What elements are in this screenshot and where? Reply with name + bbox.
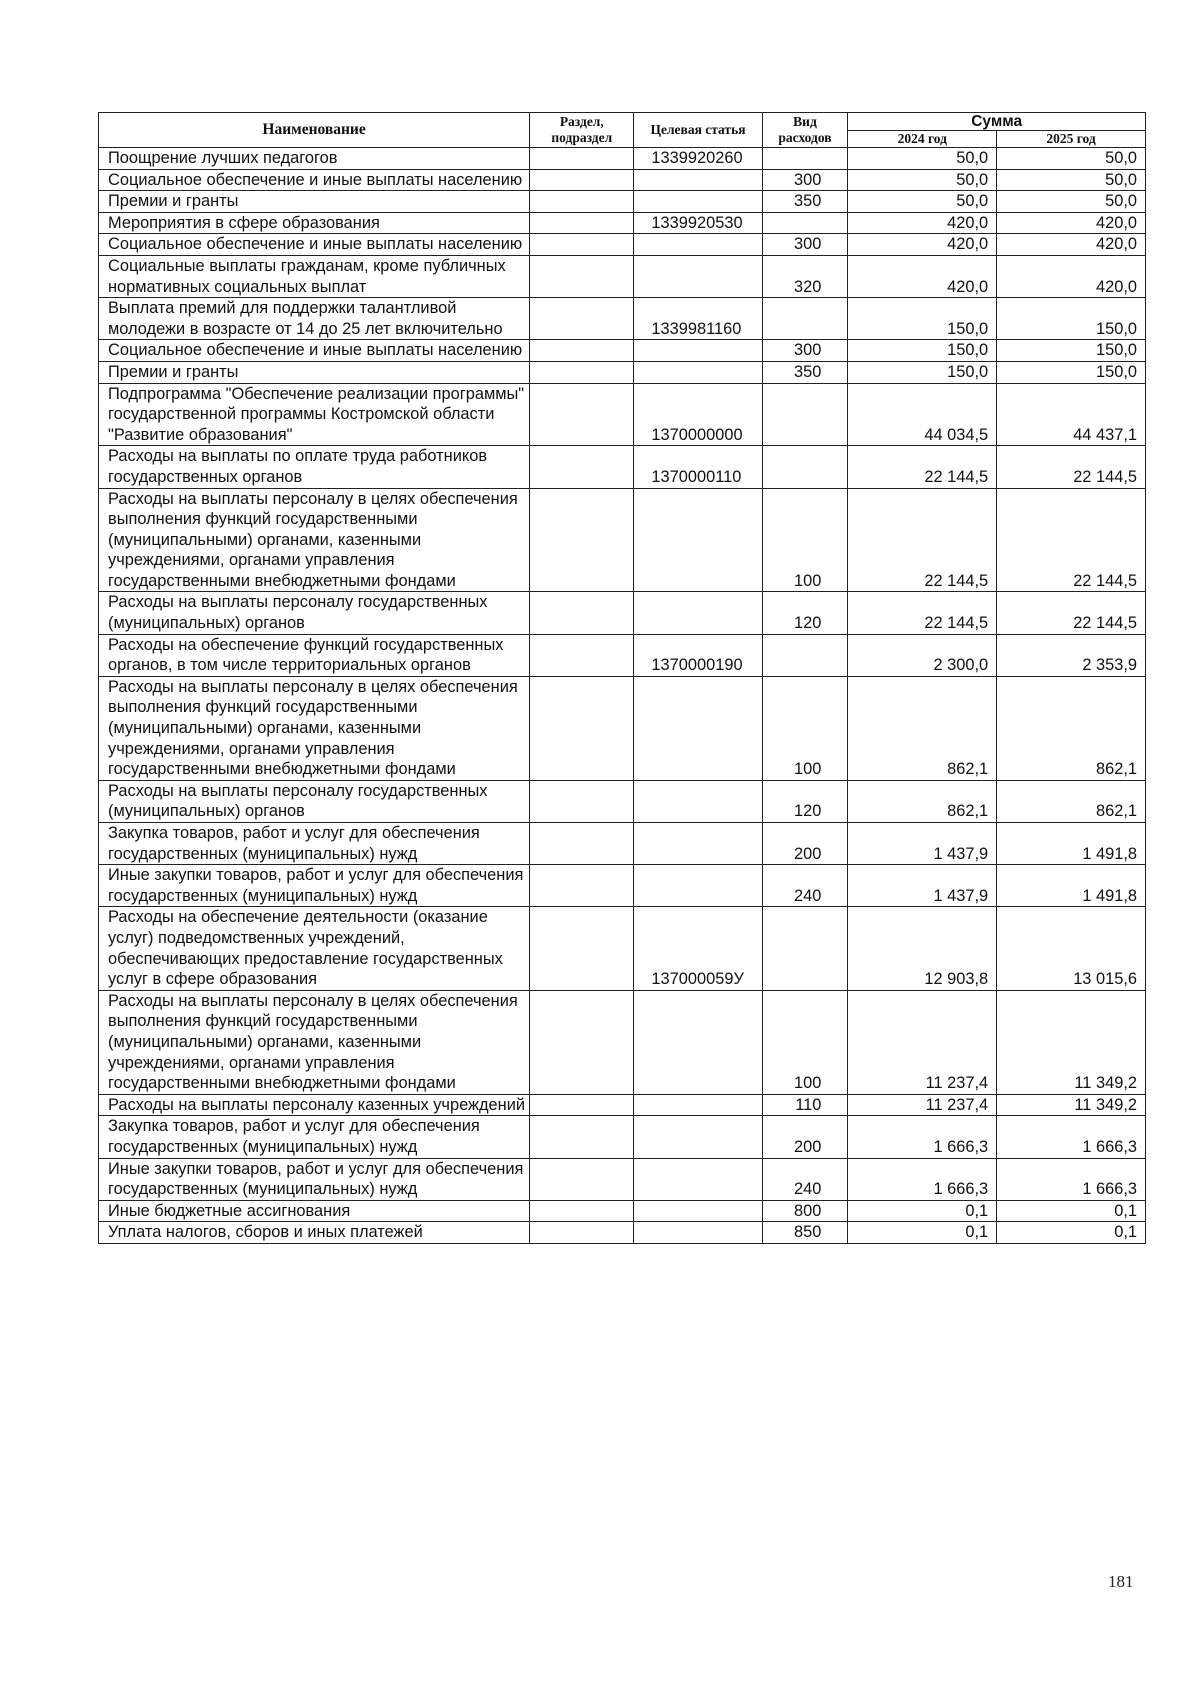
- cell-section: [530, 865, 634, 907]
- cell-name: Закупка товаров, работ и услуг для обеспечения государственных (муниципальных) нужд: [99, 823, 530, 865]
- cell-target: [634, 488, 762, 592]
- cell-name: Расходы на выплаты персоналу государственных (муниципальных) органов: [99, 592, 530, 634]
- table-row: [99, 823, 1146, 865]
- cell-sum-2025: 50,0: [997, 169, 1146, 191]
- cell-target: [634, 990, 762, 1094]
- table-row: [99, 907, 1146, 990]
- cell-expense-type: 300: [762, 169, 848, 191]
- table-row: [99, 383, 1146, 446]
- cell-expense-type: 320: [762, 255, 848, 297]
- budget-table: [98, 112, 1146, 1244]
- cell-target: [634, 865, 762, 907]
- cell-expense-type: 110: [762, 1094, 848, 1116]
- cell-section: [530, 1222, 634, 1244]
- table-row: [99, 1222, 1146, 1244]
- cell-sum-2025: 1 491,8: [997, 865, 1146, 907]
- cell-sum-2025: 150,0: [997, 298, 1146, 340]
- cell-section: [530, 340, 634, 362]
- cell-sum-2024: 50,0: [848, 169, 997, 191]
- cell-target: 1370000000: [634, 383, 762, 446]
- table-row: [99, 1094, 1146, 1116]
- cell-name: Расходы на обеспечение деятельности (оказание услуг) подведомственных учреждений, обеспечивающих предоставление государственных услуг в сфере образования: [99, 907, 530, 990]
- cell-sum-2025: 1 666,3: [997, 1158, 1146, 1200]
- cell-target: 137000059У: [634, 907, 762, 990]
- table-row: [99, 592, 1146, 634]
- cell-expense-type: [762, 148, 848, 170]
- cell-sum-2024: 862,1: [848, 780, 997, 822]
- cell-name: Выплата премий для поддержки талантливой молодежи в возрасте от 14 до 25 лет включительно: [99, 298, 530, 340]
- cell-sum-2024: 150,0: [848, 361, 997, 383]
- table-row: [99, 865, 1146, 907]
- cell-section: [530, 148, 634, 170]
- cell-target: 1370000190: [634, 634, 762, 676]
- cell-section: [530, 1200, 634, 1222]
- table-row: [99, 234, 1146, 256]
- cell-name: Расходы на выплаты персоналу в целях обеспечения выполнения функций государственными (муниципальными) органами, казенными учреждениями, органами управления государственными внебюджетными фондами: [99, 990, 530, 1094]
- cell-sum-2025: 44 437,1: [997, 383, 1146, 446]
- cell-sum-2024: 22 144,5: [848, 488, 997, 592]
- cell-expense-type: [762, 907, 848, 990]
- cell-section: [530, 446, 634, 488]
- cell-target: 1339920530: [634, 212, 762, 234]
- cell-name: Расходы на обеспечение функций государственных органов, в том числе территориальных органов: [99, 634, 530, 676]
- cell-sum-2025: 22 144,5: [997, 488, 1146, 592]
- cell-section: [530, 255, 634, 297]
- cell-expense-type: 120: [762, 592, 848, 634]
- cell-expense-type: 240: [762, 1158, 848, 1200]
- cell-sum-2024: 22 144,5: [848, 446, 997, 488]
- cell-sum-2024: 1 437,9: [848, 823, 997, 865]
- cell-target: [634, 1094, 762, 1116]
- table-row: [99, 446, 1146, 488]
- table-row: [99, 488, 1146, 592]
- cell-sum-2024: 50,0: [848, 148, 997, 170]
- cell-name: Поощрение лучших педагогов: [99, 148, 530, 170]
- header-sum: Сумма: [848, 113, 1146, 131]
- cell-expense-type: 300: [762, 340, 848, 362]
- cell-name: Социальное обеспечение и иные выплаты населению: [99, 340, 530, 362]
- table-row: [99, 212, 1146, 234]
- cell-name: Премии и гранты: [99, 191, 530, 213]
- cell-expense-type: 240: [762, 865, 848, 907]
- cell-sum-2024: 50,0: [848, 191, 997, 213]
- cell-target: [634, 191, 762, 213]
- cell-name: Расходы на выплаты по оплате труда работников государственных органов: [99, 446, 530, 488]
- table-row: [99, 169, 1146, 191]
- cell-name: Иные закупки товаров, работ и услуг для обеспечения государственных (муниципальных) нужд: [99, 865, 530, 907]
- header-target: Целевая статья: [634, 113, 762, 148]
- table-row: [99, 340, 1146, 362]
- cell-section: [530, 1116, 634, 1158]
- table-row: [99, 780, 1146, 822]
- cell-section: [530, 169, 634, 191]
- cell-sum-2024: 44 034,5: [848, 383, 997, 446]
- cell-expense-type: 120: [762, 780, 848, 822]
- cell-expense-type: 350: [762, 361, 848, 383]
- cell-expense-type: [762, 383, 848, 446]
- cell-target: [634, 234, 762, 256]
- cell-sum-2024: 0,1: [848, 1200, 997, 1222]
- cell-target: 1339981160: [634, 298, 762, 340]
- cell-sum-2025: 0,1: [997, 1222, 1146, 1244]
- cell-sum-2024: 1 666,3: [848, 1116, 997, 1158]
- cell-sum-2025: 1 491,8: [997, 823, 1146, 865]
- cell-expense-type: [762, 446, 848, 488]
- cell-section: [530, 191, 634, 213]
- cell-name: Премии и гранты: [99, 361, 530, 383]
- cell-section: [530, 298, 634, 340]
- table-row: [99, 298, 1146, 340]
- table-row: [99, 148, 1146, 170]
- table-row: [99, 1116, 1146, 1158]
- cell-expense-type: 800: [762, 1200, 848, 1222]
- cell-section: [530, 676, 634, 780]
- cell-sum-2024: 12 903,8: [848, 907, 997, 990]
- table-row: [99, 676, 1146, 780]
- cell-sum-2024: 1 666,3: [848, 1158, 997, 1200]
- cell-section: [530, 780, 634, 822]
- cell-expense-type: [762, 298, 848, 340]
- cell-sum-2024: 150,0: [848, 340, 997, 362]
- cell-expense-type: [762, 634, 848, 676]
- cell-target: [634, 676, 762, 780]
- table-row: [99, 255, 1146, 297]
- cell-sum-2024: 1 437,9: [848, 865, 997, 907]
- cell-sum-2024: 2 300,0: [848, 634, 997, 676]
- cell-target: 1370000110: [634, 446, 762, 488]
- header-type: Вид расходов: [762, 113, 848, 148]
- cell-sum-2025: 50,0: [997, 191, 1146, 213]
- cell-section: [530, 1158, 634, 1200]
- cell-target: [634, 169, 762, 191]
- table-row: [99, 191, 1146, 213]
- cell-sum-2024: 420,0: [848, 255, 997, 297]
- cell-expense-type: 100: [762, 676, 848, 780]
- cell-expense-type: 100: [762, 488, 848, 592]
- cell-name: Мероприятия в сфере образования: [99, 212, 530, 234]
- cell-name: Расходы на выплаты персоналу в целях обеспечения выполнения функций государственными (муниципальными) органами, казенными учреждениями, органами управления государственными внебюджетными фондами: [99, 676, 530, 780]
- header-section: Раздел, подраздел: [530, 113, 634, 148]
- cell-section: [530, 823, 634, 865]
- cell-sum-2025: 862,1: [997, 676, 1146, 780]
- cell-name: Уплата налогов, сборов и иных платежей: [99, 1222, 530, 1244]
- cell-sum-2025: 420,0: [997, 234, 1146, 256]
- cell-sum-2025: 0,1: [997, 1200, 1146, 1222]
- cell-sum-2025: 420,0: [997, 255, 1146, 297]
- cell-section: [530, 383, 634, 446]
- cell-section: [530, 361, 634, 383]
- cell-sum-2025: 1 666,3: [997, 1116, 1146, 1158]
- cell-name: Закупка товаров, работ и услуг для обеспечения государственных (муниципальных) нужд: [99, 1116, 530, 1158]
- cell-target: [634, 1158, 762, 1200]
- table-row: [99, 1200, 1146, 1222]
- cell-expense-type: 100: [762, 990, 848, 1094]
- cell-section: [530, 1094, 634, 1116]
- cell-sum-2024: 11 237,4: [848, 1094, 997, 1116]
- cell-section: [530, 907, 634, 990]
- cell-sum-2025: 862,1: [997, 780, 1146, 822]
- cell-target: [634, 592, 762, 634]
- table-row: [99, 634, 1146, 676]
- table-row: [99, 990, 1146, 1094]
- cell-sum-2025: 22 144,5: [997, 592, 1146, 634]
- cell-target: 1339920260: [634, 148, 762, 170]
- cell-sum-2025: 11 349,2: [997, 1094, 1146, 1116]
- cell-expense-type: [762, 212, 848, 234]
- cell-target: [634, 1222, 762, 1244]
- table-row: [99, 1158, 1146, 1200]
- cell-sum-2025: 13 015,6: [997, 907, 1146, 990]
- cell-sum-2024: 420,0: [848, 234, 997, 256]
- header-year-2024: 2024 год: [848, 131, 997, 148]
- cell-sum-2025: 22 144,5: [997, 446, 1146, 488]
- cell-name: Социальное обеспечение и иные выплаты населению: [99, 169, 530, 191]
- table-body: [99, 148, 1146, 1244]
- cell-section: [530, 212, 634, 234]
- cell-expense-type: 200: [762, 823, 848, 865]
- cell-name: Иные бюджетные ассигнования: [99, 1200, 530, 1222]
- cell-section: [530, 592, 634, 634]
- cell-sum-2024: 0,1: [848, 1222, 997, 1244]
- cell-sum-2024: 862,1: [848, 676, 997, 780]
- cell-name: Расходы на выплаты персоналу в целях обеспечения выполнения функций государственными (муниципальными) органами, казенными учреждениями, органами управления государственными внебюджетными фондами: [99, 488, 530, 592]
- cell-sum-2025: 11 349,2: [997, 990, 1146, 1094]
- cell-target: [634, 823, 762, 865]
- cell-name: Расходы на выплаты персоналу казенных учреждений: [99, 1094, 530, 1116]
- page-number: 181: [1108, 1572, 1134, 1591]
- cell-section: [530, 234, 634, 256]
- cell-expense-type: 350: [762, 191, 848, 213]
- cell-name: Подпрограмма "Обеспечение реализации программы" государственной программы Костромской области "Развитие образования": [99, 383, 530, 446]
- cell-sum-2024: 11 237,4: [848, 990, 997, 1094]
- cell-sum-2024: 22 144,5: [848, 592, 997, 634]
- cell-expense-type: 300: [762, 234, 848, 256]
- cell-expense-type: 200: [762, 1116, 848, 1158]
- cell-target: [634, 340, 762, 362]
- table-row: [99, 361, 1146, 383]
- cell-target: [634, 1116, 762, 1158]
- header-name: Наименование: [99, 113, 530, 148]
- cell-section: [530, 634, 634, 676]
- cell-sum-2025: 50,0: [997, 148, 1146, 170]
- table-header: [99, 113, 1146, 148]
- cell-target: [634, 255, 762, 297]
- cell-sum-2025: 150,0: [997, 340, 1146, 362]
- header-year-2025: 2025 год: [997, 131, 1146, 148]
- cell-name: Расходы на выплаты персоналу государственных (муниципальных) органов: [99, 780, 530, 822]
- cell-name: Социальные выплаты гражданам, кроме публичных нормативных социальных выплат: [99, 255, 530, 297]
- cell-expense-type: 850: [762, 1222, 848, 1244]
- cell-sum-2025: 420,0: [997, 212, 1146, 234]
- cell-sum-2025: 2 353,9: [997, 634, 1146, 676]
- cell-name: Социальное обеспечение и иные выплаты населению: [99, 234, 530, 256]
- cell-sum-2025: 150,0: [997, 361, 1146, 383]
- cell-target: [634, 1200, 762, 1222]
- cell-target: [634, 361, 762, 383]
- cell-sum-2024: 420,0: [848, 212, 997, 234]
- cell-name: Иные закупки товаров, работ и услуг для обеспечения государственных (муниципальных) нужд: [99, 1158, 530, 1200]
- cell-section: [530, 488, 634, 592]
- cell-target: [634, 780, 762, 822]
- cell-section: [530, 990, 634, 1094]
- cell-sum-2024: 150,0: [848, 298, 997, 340]
